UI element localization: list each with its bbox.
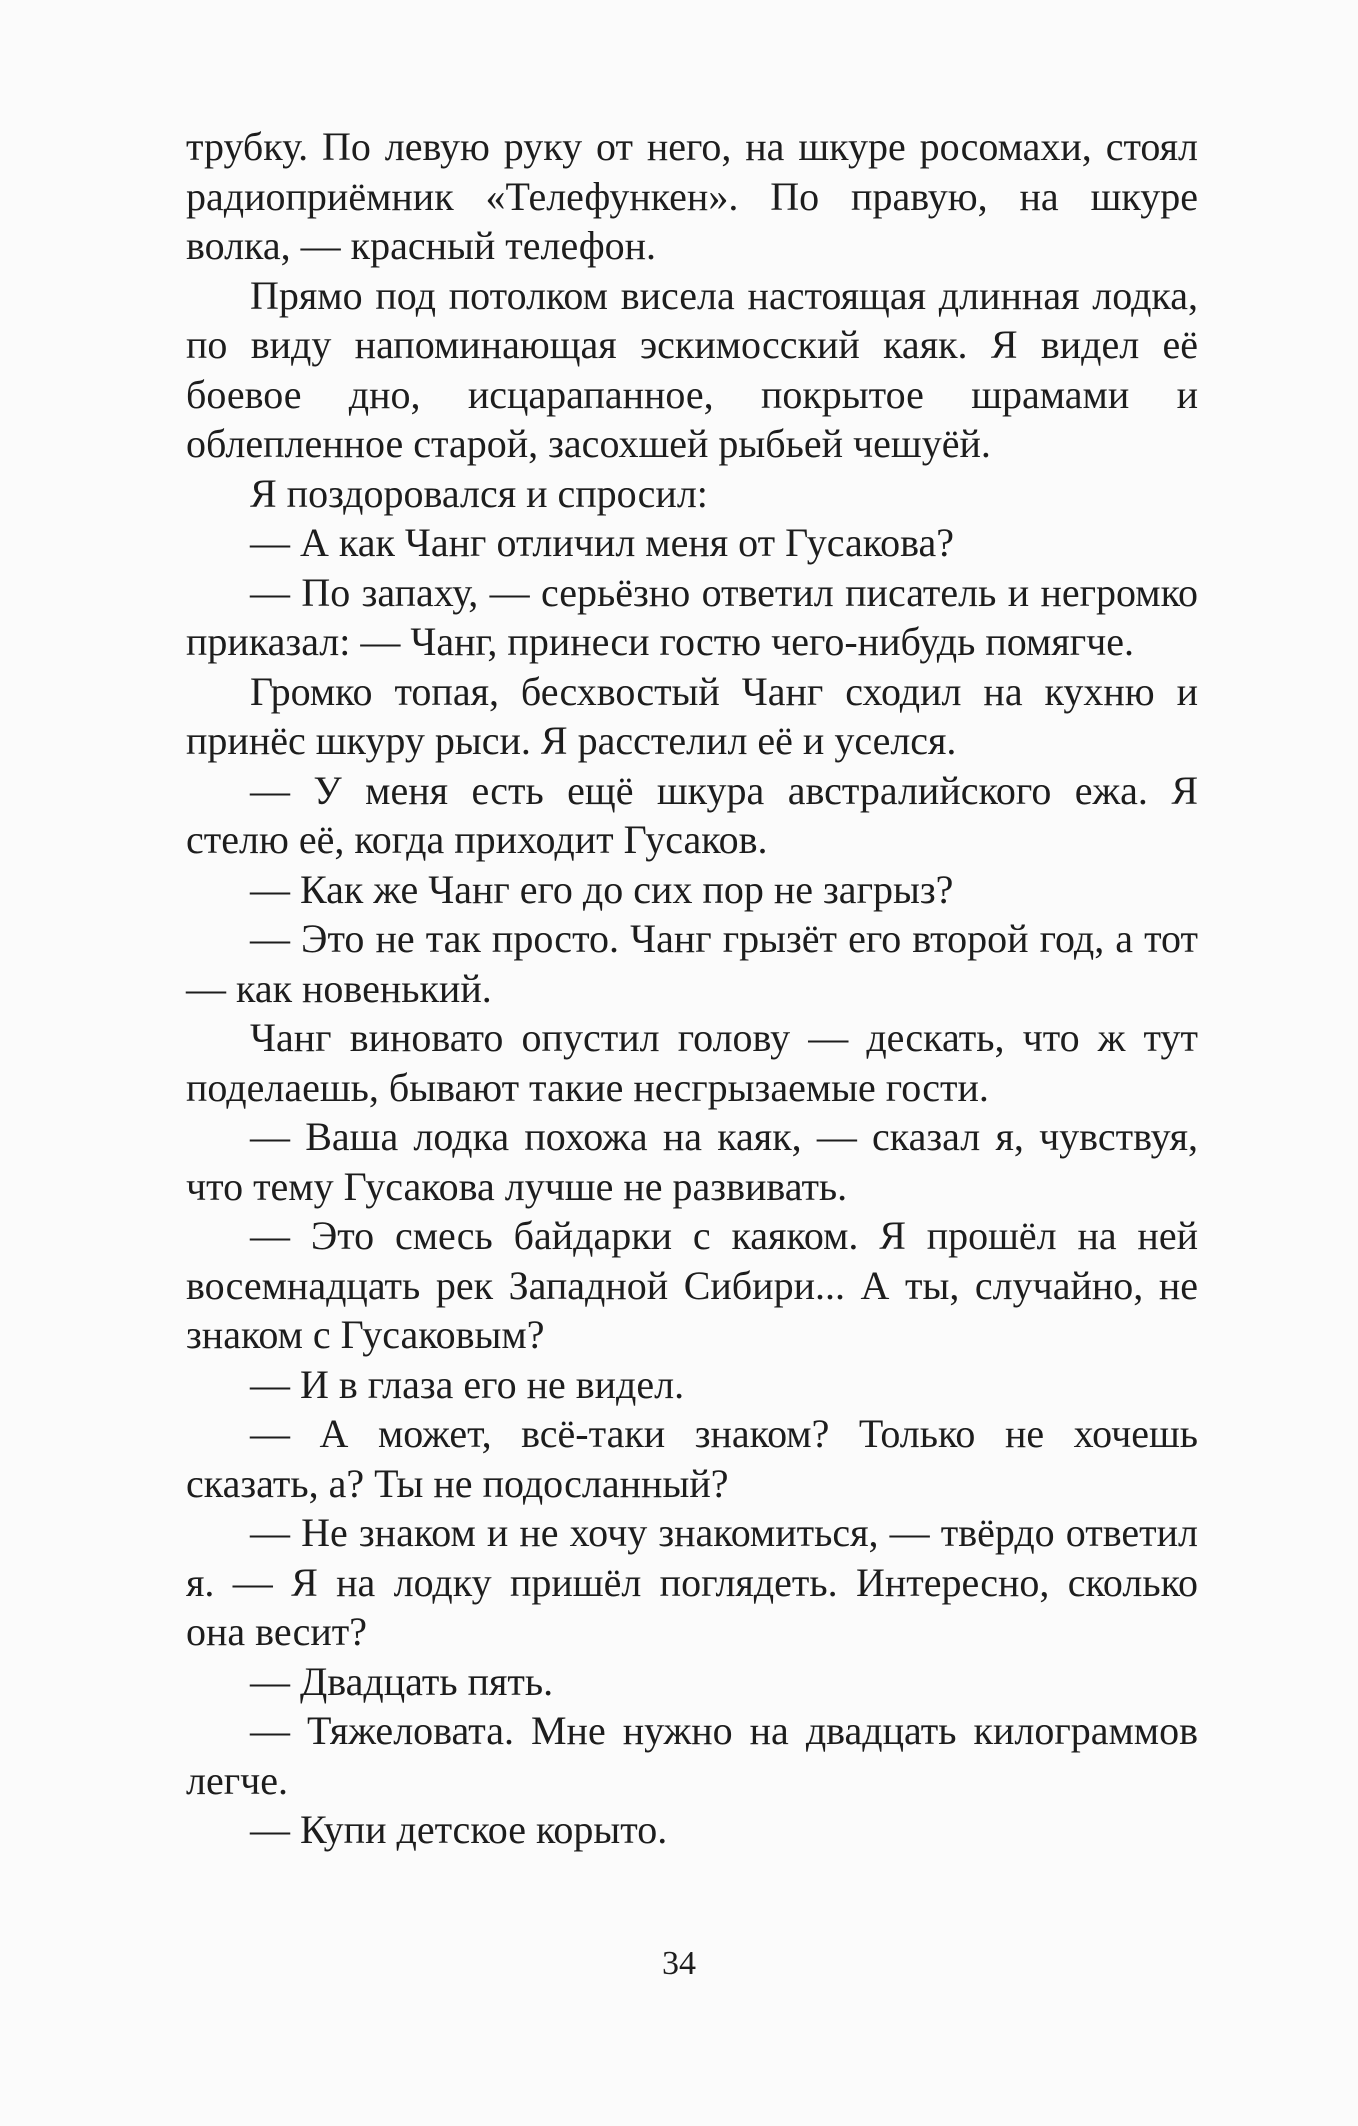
paragraph: — Это не так просто. Чанг грызёт его второй год, а тот — как новенький. xyxy=(186,916,1198,1011)
paragraph: — А как Чанг отличил меня от Гусакова? xyxy=(250,520,954,565)
paragraph: — По запаху, — серьёзно ответил писатель и негромко приказал: — Чанг, принеси гостю чего-нибудь помягче. xyxy=(186,569,1198,664)
page-number: 34 xyxy=(662,1945,696,1982)
paragraph: — Двадцать пять. xyxy=(250,1658,554,1704)
paragraph: Я поздоровался и спросил: xyxy=(250,470,708,516)
paragraph: — Ваша лодка похожа на каяк, — сказал я, чувствуя, что тему Гусакова лучше не развивать. xyxy=(186,1114,1198,1209)
paragraph: — Купи детское корыто. xyxy=(250,1807,668,1852)
paragraph: — А может, всё-таки знаком? Только не хочешь сказать, а? Ты не подосланный? xyxy=(186,1411,1198,1506)
paragraph: — И в глаза его не видел. xyxy=(250,1361,685,1407)
paragraph: — Не знаком и не хочу знакомиться, — твёрдо ответил я. — Я на лодку пришёл поглядеть. Интересно, сколько она весит? xyxy=(186,1510,1198,1654)
paragraph: Чанг виновато опустил голову — дескать, что ж тут поделаешь, бывают такие несгрызаемые гости. xyxy=(186,1015,1198,1110)
paragraph: — У меня есть ещё шкура австралийского ежа. Я стелю её, когда приходит Гусаков. xyxy=(186,767,1198,862)
paragraph: Прямо под потолком висела настоящая длинная лодка, по виду напоминающая эскимосский каяк. Я видел её боевое дно, исцарапанное, покрытое шрамами и облепленное старой, засохшей рыбьей чешуёй. xyxy=(186,272,1198,466)
body-text xyxy=(186,122,1198,1855)
paragraph: Громко топая, бесхвостый Чанг сходил на кухню и принёс шкуру рыси. Я расстелил её и уселся. xyxy=(186,668,1198,763)
paragraph: — Это смесь байдарки с каяком. Я прошёл на ней восемнадцать рек Западной Сибири... А ты, случайно, не знаком с Гусаковым? xyxy=(186,1213,1198,1357)
paragraph: трубку. По левую руку от него, на шкуре росомахи, стоял радиоприёмник «Телефункен». По правую, на шкуре волка, — красный телефон. xyxy=(186,124,1198,268)
paragraph: — Как же Чанг его до сих пор не загрыз? xyxy=(250,866,954,912)
paragraph: — Тяжеловата. Мне нужно на двадцать килограммов легче. xyxy=(186,1708,1198,1803)
